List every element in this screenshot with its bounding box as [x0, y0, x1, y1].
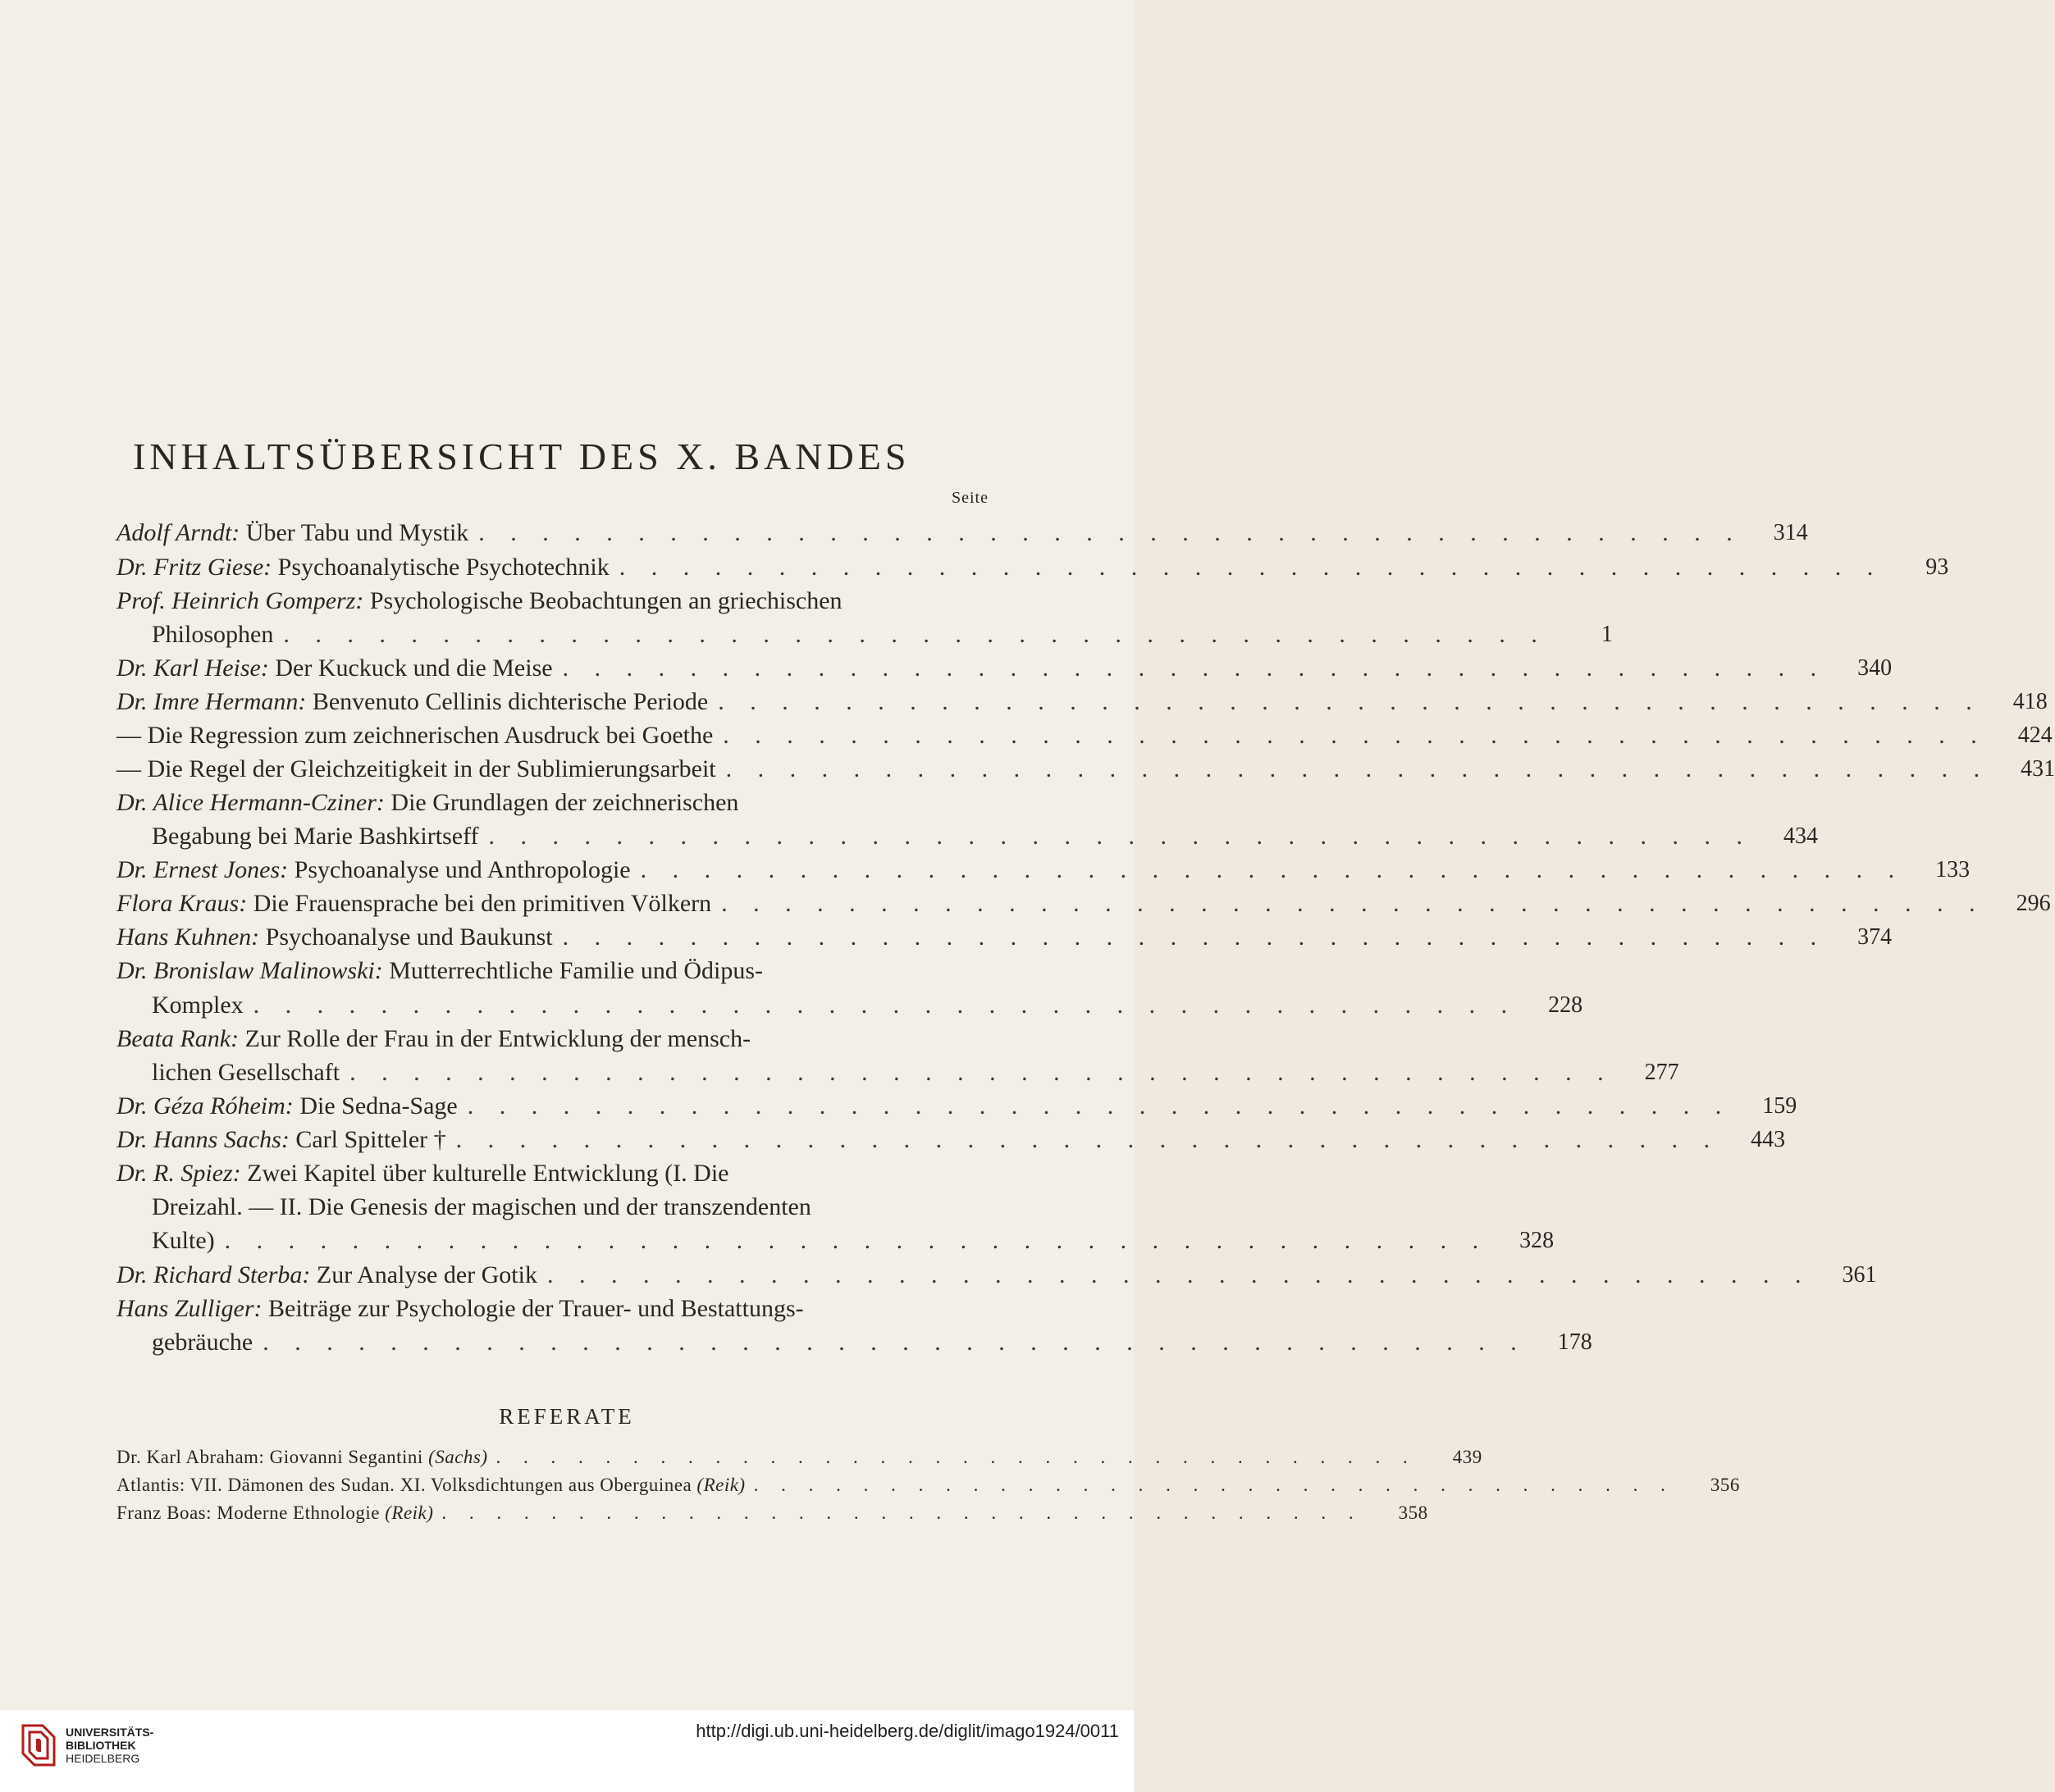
- toc-title: Zur Rolle der Frau in der Entwicklung der mensch-: [244, 1025, 751, 1052]
- toc-author: Dr. Géza Róheim:: [116, 1092, 294, 1119]
- toc-title: Begabung bei Marie Bashkirtseff: [152, 823, 479, 850]
- toc-title: Psychoanalyse und Baukunst: [265, 923, 553, 951]
- toc-title: Zwei Kapitel über kulturelle Entwicklung (I. Die: [247, 1160, 729, 1187]
- toc-entry: [116, 718, 2053, 754]
- referat-entry: [116, 1471, 1740, 1499]
- toc-title: Mutterrechtliche Familie und Ödipus-: [389, 957, 763, 984]
- toc-entry: [152, 1189, 1007, 1225]
- toc-page-number: 296: [2016, 891, 2051, 916]
- toc-entry: [152, 987, 1583, 1024]
- referat-title: Moderne Ethnologie: [217, 1502, 380, 1523]
- toc-title: Psychoanalyse und Anthropologie: [294, 856, 631, 883]
- leader-dots: . . . . . . . . . . . . . . . . . . . . . . . . . . . . . . . . . .: [495, 1447, 1417, 1467]
- toc-page-number: 431: [2021, 756, 2055, 782]
- leader-dots: . . . . . . . . . . . . . . . . . . . . . . . . . . . . . . . . . . . . . . . .: [224, 1227, 1489, 1254]
- toc-entry: [152, 617, 1613, 653]
- toc-page-number: 443: [1751, 1127, 1786, 1152]
- toc-entry: [116, 1021, 1007, 1057]
- leader-dots: . . . . . . . . . . . . . . . . . . . . . . . . . . . . . . . . . . . . . . . .: [562, 654, 1827, 682]
- leader-dots: . . . . . . . . . . . . . . . . . . . . . . . . . . . . . . . . . . . . . . . .: [723, 722, 1987, 749]
- toc-entry: [152, 1223, 1555, 1259]
- toc-page-number: 1: [1601, 622, 1613, 647]
- referat-reviewer: (Sachs): [428, 1447, 488, 1467]
- toc-title: Zur Analyse der Gotik: [316, 1261, 537, 1288]
- leader-dots: . . . . . . . . . . . . . . . . . . . . . . . . . . . . . . . . . . . . . . . .: [562, 923, 1827, 951]
- toc-entry: [152, 1055, 1679, 1091]
- toc-title: Die Regression zum zeichnerischen Ausdruck bei Goethe: [147, 722, 714, 749]
- leader-dots: . . . . . . . . . . . . . . . . . . . . . . . . . . . . . . . . . . . . . . . .: [546, 1261, 1811, 1288]
- toc-author: Dr. Karl Heise:: [116, 654, 269, 682]
- toc-entry: [116, 953, 1007, 989]
- referat-author: Atlantis:: [116, 1475, 185, 1495]
- toc-author: Dr. Imre Hermann:: [116, 688, 307, 715]
- library-name: UNIVERSITÄTS- BIBLIOTHEK HEIDELBERG: [66, 1726, 154, 1765]
- toc-title: Die Frauensprache bei den primitiven Völkern: [253, 890, 712, 917]
- leader-dots: . . . . . . . . . . . . . . . . . . . . . . . . . . . . . . . . . . . . . . . .: [283, 621, 1547, 648]
- toc-author: Dr. Alice Hermann-Cziner:: [116, 789, 385, 816]
- referat-author: Dr. Karl Abraham:: [116, 1447, 265, 1467]
- toc-entry: [116, 919, 1893, 955]
- toc-entry: [152, 818, 1819, 855]
- referat-author: Franz Boas:: [116, 1502, 212, 1523]
- referat-reviewer: (Reik): [696, 1475, 746, 1495]
- toc-entry: [116, 583, 1007, 619]
- toc-entry: [116, 1156, 1007, 1192]
- leader-dots: . . . . . . . . . . . . . . . . . . . . . . . . . . . . . . . . . . . . . . . .: [467, 1092, 1732, 1119]
- toc-entry: [116, 650, 1893, 686]
- toc-page-number: 418: [2012, 689, 2048, 714]
- toc-title: Die Sedna-Sage: [299, 1092, 458, 1119]
- toc-entry: [116, 1291, 1007, 1327]
- toc-title: Komplex: [152, 992, 244, 1019]
- toc-entry: [116, 549, 1949, 586]
- toc-entry: [116, 515, 1808, 551]
- leader-dots: . . . . . . . . . . . . . . . . . . . . . . . . . . . . . . . . . . . . . . . .: [718, 688, 1982, 715]
- toc-author: Adolf Arndt:: [116, 519, 240, 546]
- toc-author: Dr. Richard Sterba:: [116, 1261, 311, 1288]
- leader-dots: . . . . . . . . . . . . . . . . . . . . . . . . . . . . . . . . . . . . . . . .: [725, 755, 1990, 782]
- referat-entry: [116, 1443, 1482, 1471]
- toc-title: gebräuche: [152, 1329, 253, 1356]
- toc-author: Dr. Fritz Giese:: [116, 554, 272, 581]
- toc-page-number: 277: [1644, 1060, 1679, 1085]
- toc-page-number: 159: [1762, 1093, 1797, 1119]
- toc-title: Beiträge zur Psychologie der Trauer- und Bestattungs-: [268, 1295, 804, 1322]
- toc-title: Der Kuckuck und die Meise: [275, 654, 553, 682]
- leader-dots: . . . . . . . . . . . . . . . . . . . . . . . . . . . . . . . . . .: [441, 1502, 1363, 1523]
- leader-dots: . . . . . . . . . . . . . . . . . . . . . . . . . . . . . . . . . . . . . . . .: [488, 823, 1753, 850]
- page-title: INHALTSÜBERSICHT DES X. BANDES: [133, 435, 911, 477]
- toc-entry: [116, 852, 1971, 888]
- leader-dots: . . . . . . . . . . . . . . . . . . . . . . . . . . . . . . . . . . . . . . . .: [349, 1059, 1614, 1086]
- toc-entry: [116, 1088, 1797, 1124]
- seite-label: Seite: [952, 489, 989, 507]
- toc-author: Hans Zulliger:: [116, 1295, 263, 1322]
- toc-entry: [116, 1257, 1877, 1293]
- toc-page-number: 424: [2017, 723, 2053, 748]
- toc-page-number: 328: [1519, 1228, 1555, 1253]
- toc-author: Dr. Ernest Jones:: [116, 856, 289, 883]
- leader-dots: . . . . . . . . . . . . . . . . . . . . . . . . . . . . . . . . . . . . . . . .: [478, 519, 1742, 546]
- toc-author: Dr. Bronislaw Malinowski:: [116, 957, 383, 984]
- toc-entry: [116, 1122, 1786, 1158]
- leader-dots: . . . . . . . . . . . . . . . . . . . . . . . . . . . . . . . . . . . . . . . .: [619, 554, 1884, 581]
- toc-title: Über Tabu und Mystik: [245, 519, 469, 546]
- referat-title: VII. Dämonen des Sudan. XI. Volksdichtungen aus Oberguinea: [190, 1475, 692, 1495]
- referat-entry: [116, 1499, 1428, 1527]
- toc-page-number: 178: [1557, 1329, 1592, 1355]
- toc-title: Psychoanalytische Psychotechnik: [277, 554, 610, 581]
- referate-heading: REFERATE: [499, 1404, 635, 1429]
- toc-author: Dr. Hanns Sachs:: [116, 1126, 290, 1153]
- toc-author: Flora Kraus:: [116, 890, 248, 917]
- referat-reviewer: (Reik): [385, 1502, 434, 1523]
- toc-title: Philosophen: [152, 621, 274, 648]
- toc-entry: [116, 684, 2048, 720]
- toc-title: lichen Gesellschaft: [152, 1059, 340, 1086]
- toc-author: Hans Kuhnen:: [116, 923, 260, 951]
- leader-dots: . . . . . . . . . . . . . . . . . . . . . . . . . . . . . . . . . .: [753, 1475, 1674, 1495]
- toc-title: Dreizahl. — II. Die Genesis der magischen und der transzendenten: [152, 1193, 811, 1220]
- toc-page-number: 228: [1548, 992, 1583, 1018]
- leader-dots: . . . . . . . . . . . . . . . . . . . . . . . . . . . . . . . . . . . . . . . .: [455, 1126, 1720, 1153]
- toc-title: Kulte): [152, 1227, 215, 1254]
- toc-author: Prof. Heinrich Gomperz:: [116, 587, 364, 614]
- toc-page-number: 314: [1773, 520, 1808, 545]
- leader-dots: . . . . . . . . . . . . . . . . . . . . . . . . . . . . . . . . . . . . . . . .: [253, 992, 1518, 1019]
- toc-author: Beata Rank:: [116, 1025, 240, 1052]
- toc-title: Die Grundlagen der zeichnerischen: [390, 789, 739, 816]
- toc-title: Die Regel der Gleichzeitigkeit in der Sublimierungsarbeit: [147, 755, 716, 782]
- toc-page-number: 340: [1857, 655, 1893, 681]
- toc-page-number: 93: [1925, 554, 1949, 580]
- library-logo-icon: [18, 1721, 59, 1770]
- toc-title: Psychologische Beobachtungen an griechischen: [369, 587, 843, 614]
- toc-page-number: 133: [1935, 857, 1971, 882]
- toc-entry: [152, 1325, 1592, 1361]
- toc-title: Benvenuto Cellinis dichterische Periode: [312, 688, 709, 715]
- toc-entry: [116, 785, 1007, 821]
- toc-entry: [116, 886, 2051, 922]
- toc-author: Dr. R. Spiez:: [116, 1160, 241, 1187]
- toc-page-number: 361: [1842, 1262, 1877, 1288]
- referat-page-number: 356: [1710, 1475, 1740, 1495]
- toc-page-number: 374: [1857, 924, 1893, 950]
- referat-page-number: 358: [1398, 1502, 1428, 1523]
- toc-author: —: [116, 755, 141, 782]
- referat-page-number: 439: [1452, 1447, 1482, 1467]
- referat-title: Giovanni Segantini: [269, 1447, 423, 1467]
- source-url[interactable]: http://digi.ub.uni-heidelberg.de/diglit/imago1924/0011: [696, 1721, 1119, 1741]
- toc-page-number: 434: [1783, 823, 1819, 849]
- toc-entry: [116, 751, 2055, 787]
- toc-title: Carl Spitteler †: [295, 1126, 446, 1153]
- toc-author: —: [116, 722, 141, 749]
- leader-dots: . . . . . . . . . . . . . . . . . . . . . . . . . . . . . . . . . . . . . . . .: [721, 890, 1985, 917]
- leader-dots: . . . . . . . . . . . . . . . . . . . . . . . . . . . . . . . . . . . . . . . .: [640, 856, 1905, 883]
- leader-dots: . . . . . . . . . . . . . . . . . . . . . . . . . . . . . . . . . . . . . . . .: [263, 1329, 1527, 1356]
